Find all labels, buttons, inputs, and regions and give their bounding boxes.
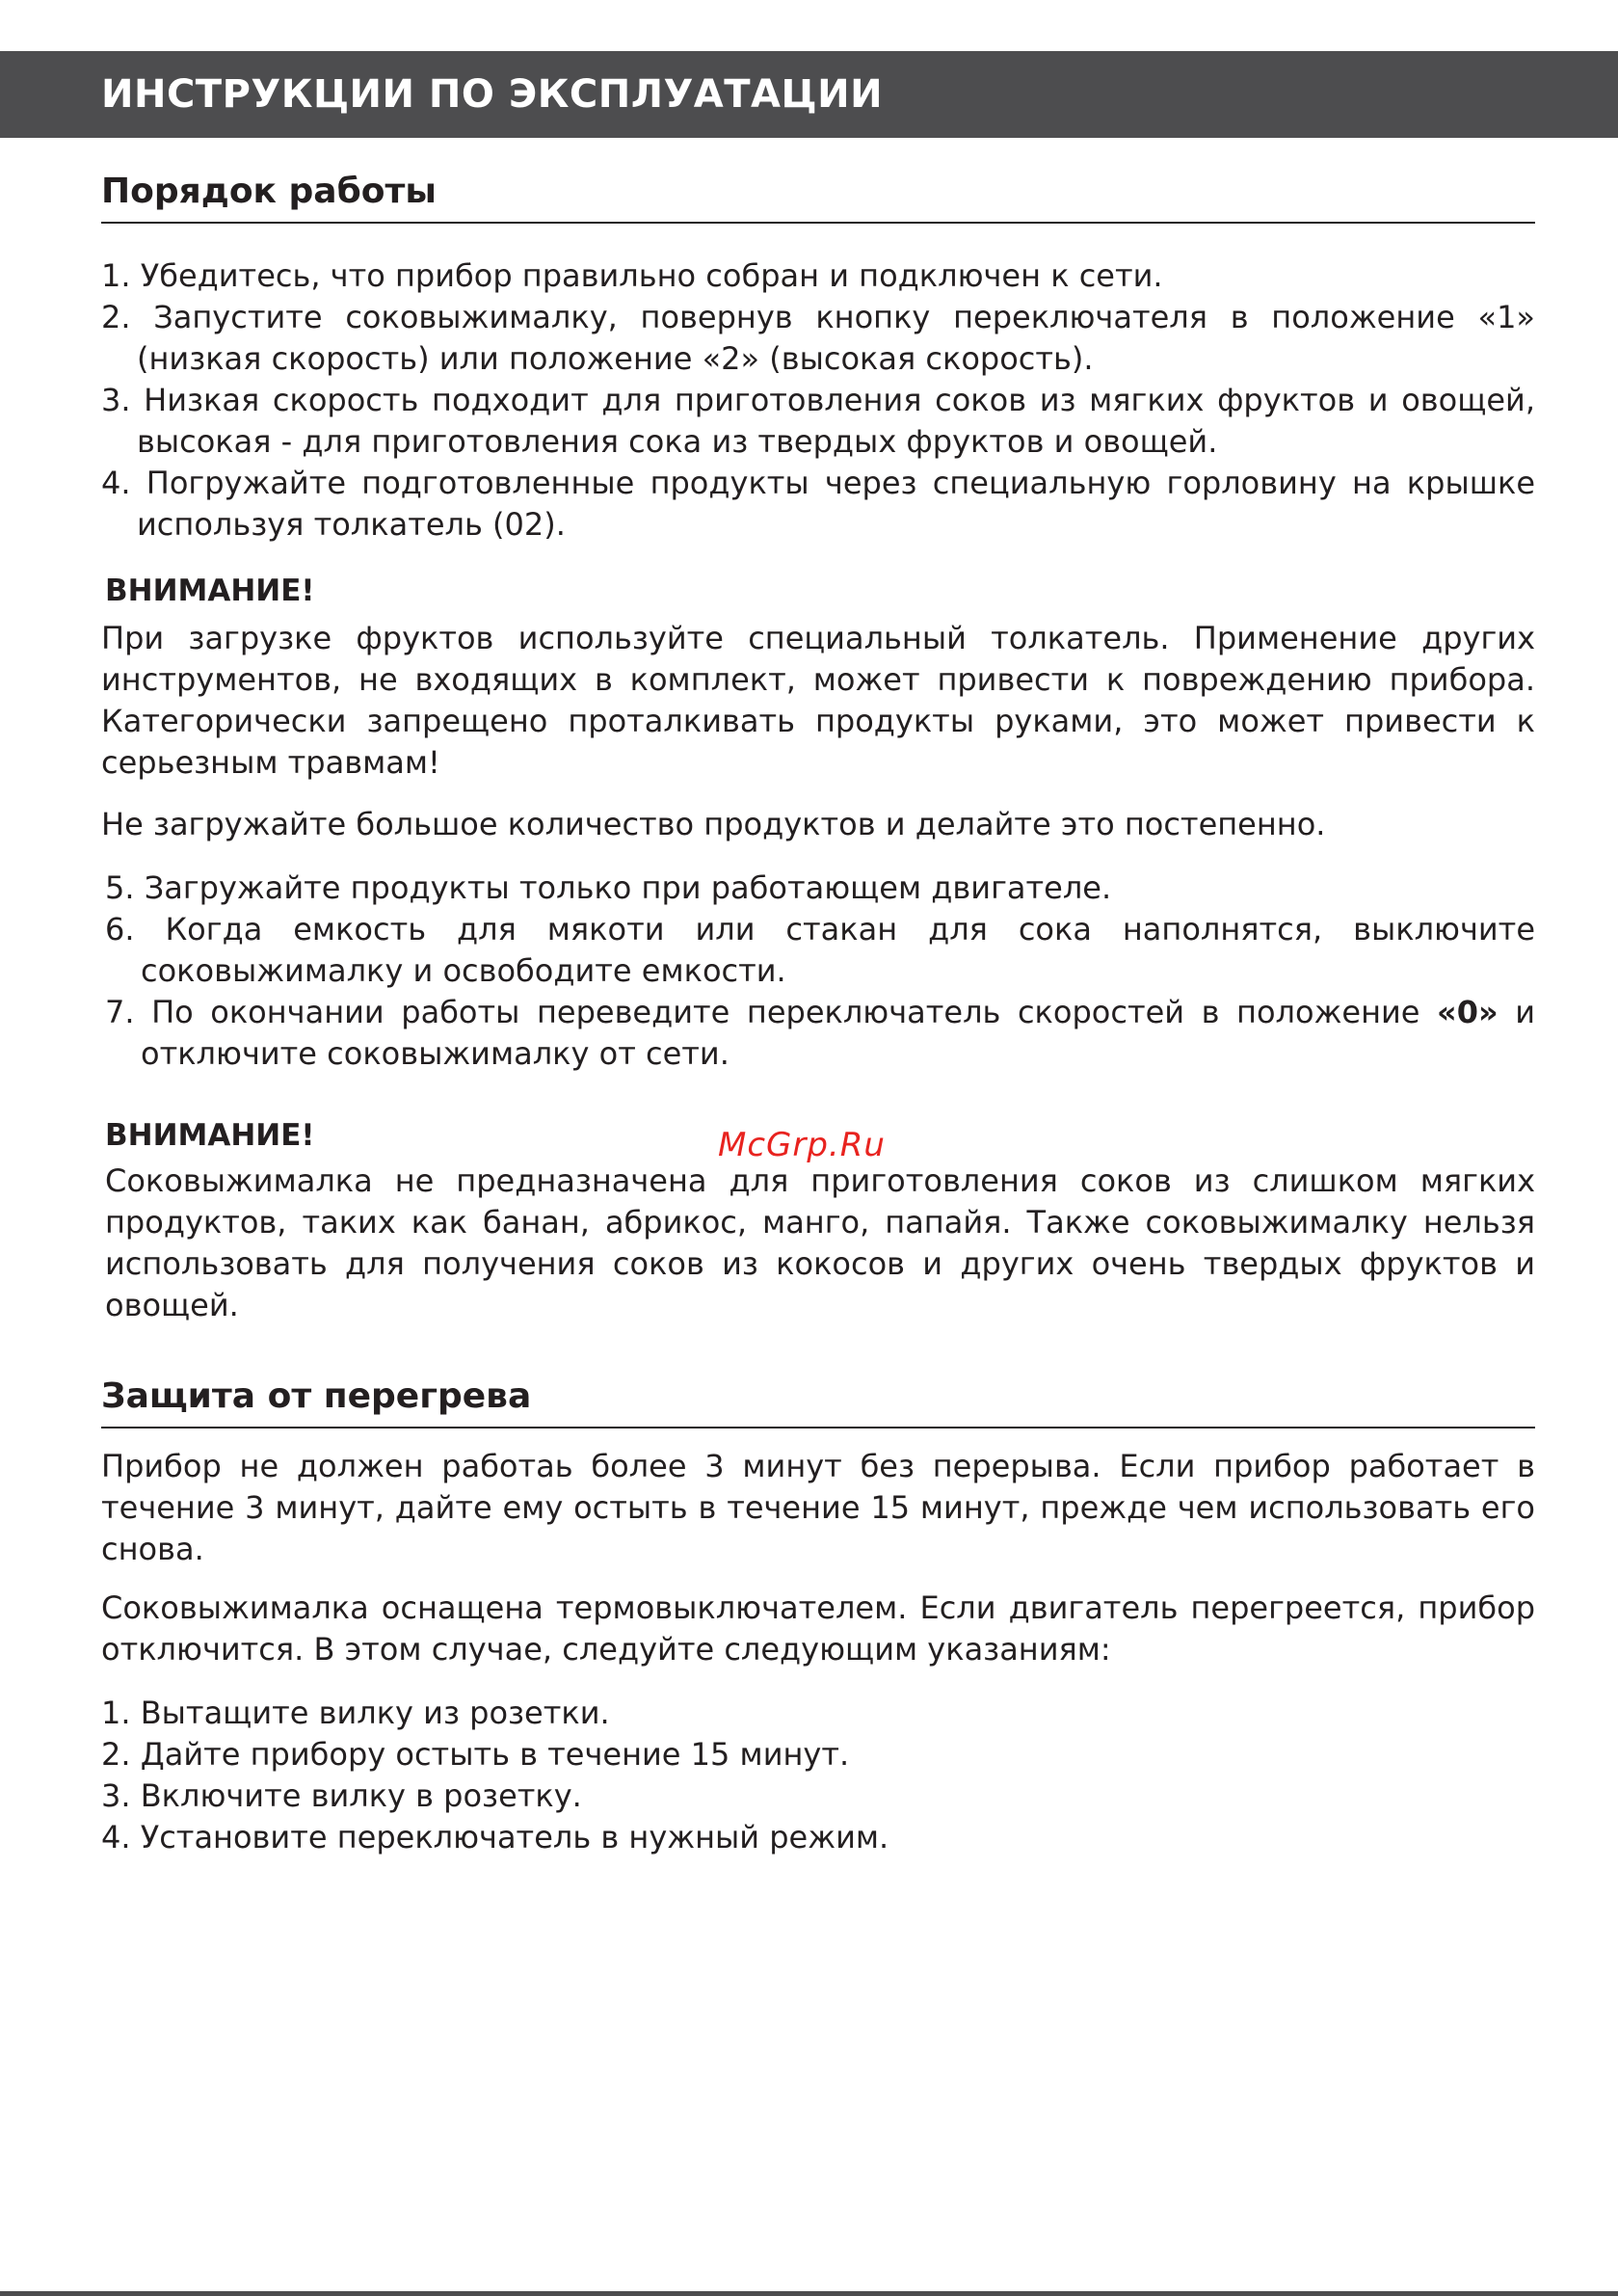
warning-title-1: ВНИМАНИЕ! [105,574,315,608]
list-item: 4. Погружайте подготовленные продукты через специальную горловину на крышке используя толкатель (02). [101,465,1535,543]
list-item: 1. Убедитесь, что прибор правильно собран и подключен к сети. [101,257,1163,294]
list-item: 4. Установите переключатель в нужный режим. [101,1819,889,1855]
overheat-steps-list [101,1693,1535,1858]
page-title: ИНСТРУКЦИИ ПО ЭКСПЛУАТАЦИИ [101,72,884,117]
overheat-text-1: Прибор не должен работаь более 3 минут без перерыва. Если прибор работает в течение 3 минут, дайте ему остыть в течение 15 минут, прежде чем использовать его снова. [101,1448,1535,1567]
step-7-text: 7. По окончании работы переведите переключатель скоростей в положение [105,994,1438,1030]
overheat-paragraph-1 [101,1446,1535,1570]
note-text: Не загружайте большое количество продуктов и делайте это постепенно. [101,806,1326,842]
section-title-operation: Порядок работы [101,172,1535,224]
operation-steps-list [101,255,1535,546]
list-item: 3. Низкая скорость подходит для приготовления соков из мягких фруктов и овощей, высокая - для приготовления сока из твердых фруктов и овощей. [101,382,1535,460]
note-paragraph [101,804,1535,845]
overheat-paragraph-2 [101,1588,1535,1670]
header-bar [0,51,1618,138]
warning-text-1 [101,618,1535,784]
list-item: 6. Когда емкость для мякоти или стакан для сока наполнятся, выключите соковыжималку и освободите емкости. [105,911,1535,989]
overheat-text-2: Соковыжималка оснащена термовыключателем. Если двигатель перегреется, прибор отключится. В этом случае, следуйте следующим указаниям: [101,1589,1535,1668]
warning-paragraph: При загрузке фруктов используйте специальный толкатель. Применение других инструментов, не входящих в комплект, может привести к повреждению прибора. Категорически запрещено проталкивать продукты руками, это может привести к серьезным травмам! [101,620,1535,781]
list-item: 5. Загружайте продукты только при работающем двигателе. [105,869,1112,906]
warning-text-2 [105,1161,1535,1326]
watermark: McGrp.Ru [718,1126,886,1164]
list-item: 2. Дайте прибору остыть в течение 15 минут. [101,1736,850,1773]
position-zero-label: «0» [1437,994,1499,1030]
list-item: 1. Вытащите вилку из розетки. [101,1695,610,1731]
step-7-text-end: и отключите соковыжималку от сети. [141,994,1536,1072]
operation-steps-list-2 [105,868,1535,1075]
list-item: 3. Включите вилку в розетку. [101,1777,582,1814]
section-title-overheat: Защита от перегрева [101,1376,1535,1428]
warning-title-2: ВНИМАНИЕ! [105,1118,315,1153]
list-item: 2. Запустите соковыжималку, повернув кнопку переключателя в положение «1» (низкая скорость) или положение «2» (высокая скорость). [101,299,1535,377]
warning-paragraph: Соковыжималка не предназначена для приготовления соков из слишком мягких продуктов, таких как банан, абрикос, манго, папайя. Также соковыжималку нельзя использовать для получения соков из кокосов и других очень твердых фруктов и овощей. [105,1162,1535,1323]
list-item [105,992,1535,1075]
bottom-divider [0,2291,1618,2296]
